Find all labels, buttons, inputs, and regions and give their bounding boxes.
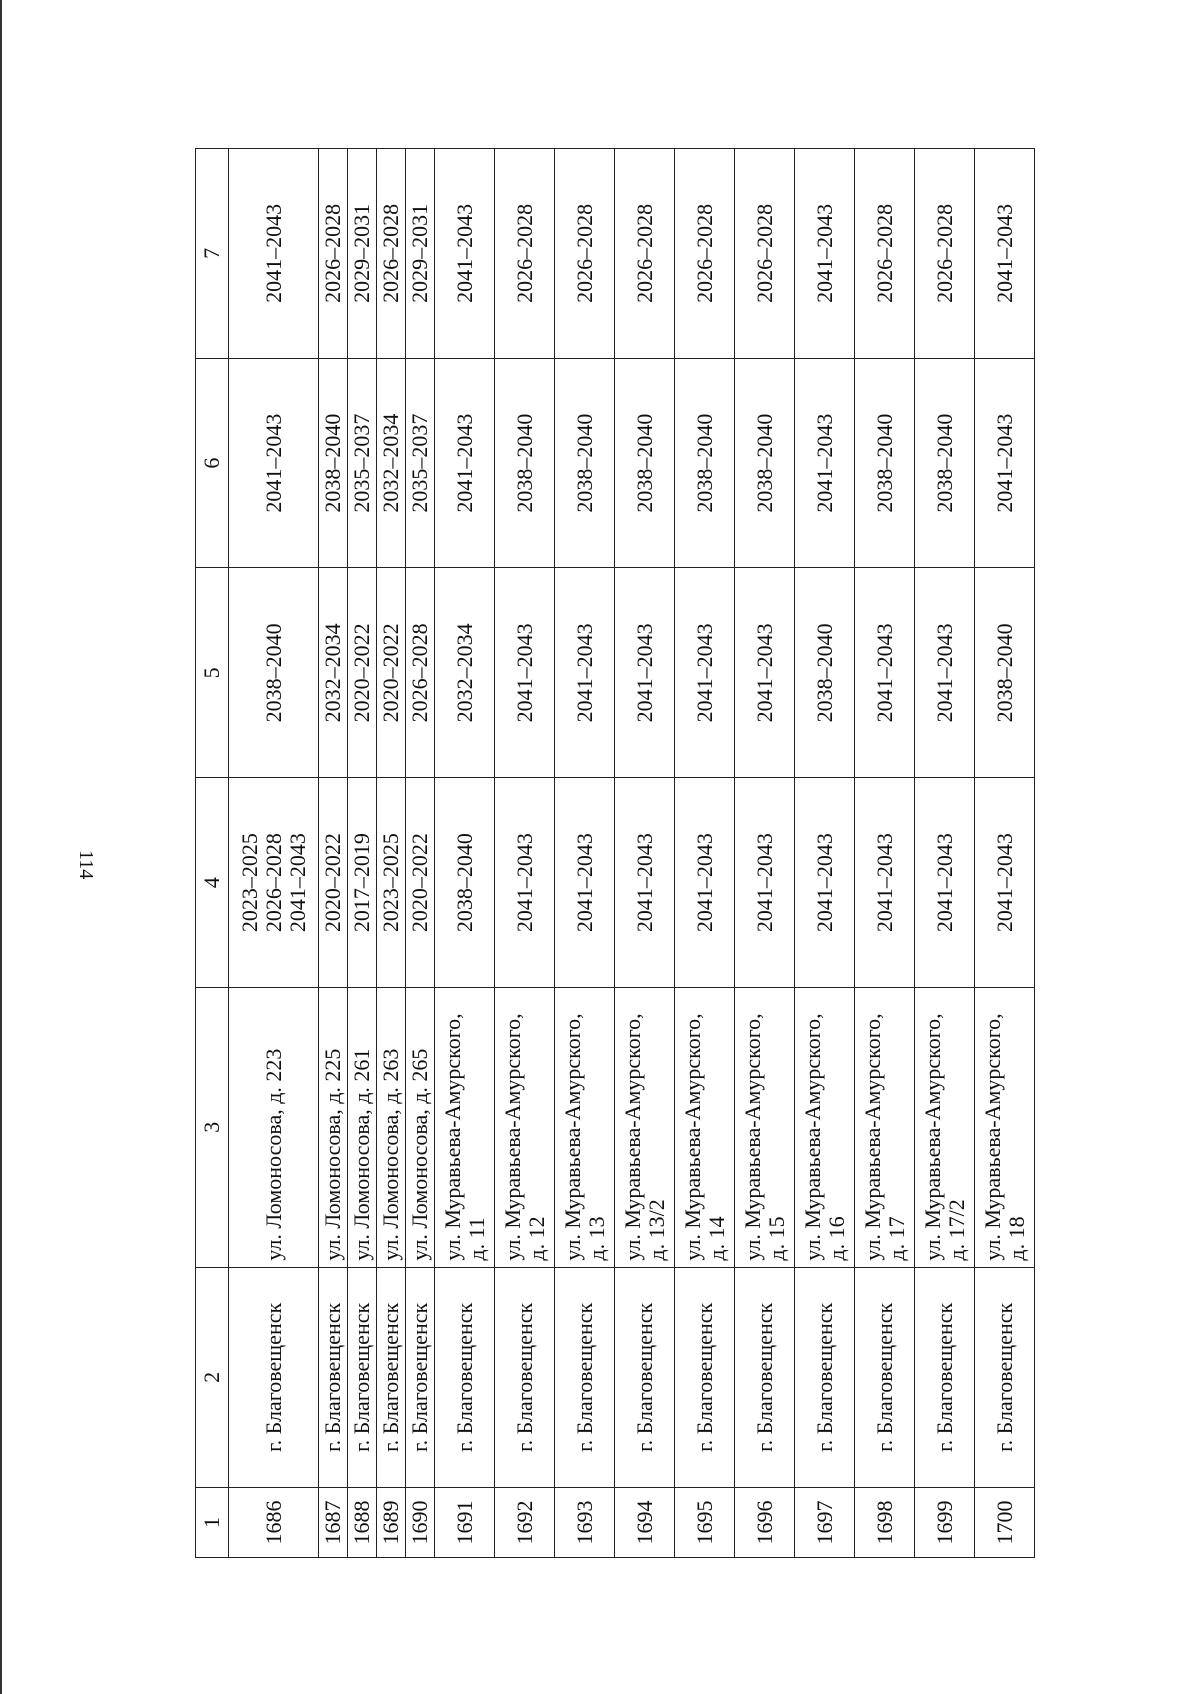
period-col-7: 2026–2028 [377,149,406,359]
city: г. Благовещенск [348,1267,377,1487]
address: ул. Муравьева-Амурского, д. 16 [795,987,855,1267]
table-row [229,149,319,1558]
row-number: 1695 [675,1488,735,1558]
period-line: 2041–2043 [284,833,310,933]
row-number: 1690 [406,1488,435,1558]
page-number: 114 [75,850,97,880]
period-col-4: 2038–2040 [435,778,495,988]
row-number: 1693 [555,1488,615,1558]
period-col-5: 2041–2043 [495,568,555,778]
row-number: 1698 [855,1488,915,1558]
period-col-6: 2038–2040 [495,358,555,568]
period-col-5: 2041–2043 [855,568,915,778]
city: г. Благовещенск [795,1267,855,1487]
city: г. Благовещенск [319,1267,348,1487]
address: ул. Муравьева-Амурского, д. 13/2 [615,987,675,1267]
period-col-6: 2041–2043 [229,358,319,568]
table-row [495,149,555,1558]
period-col-6: 2035–2037 [348,358,377,568]
period-col-5: 2032–2034 [319,568,348,778]
period-col-7: 2026–2028 [555,149,615,359]
period-col-5: 2041–2043 [675,568,735,778]
period-col-5: 2041–2043 [615,568,675,778]
city: г. Благовещенск [495,1267,555,1487]
row-number: 1697 [795,1488,855,1558]
period-col-6: 2038–2040 [319,358,348,568]
period-col-7: 2026–2028 [855,149,915,359]
table-row [795,149,855,1558]
city: г. Благовещенск [855,1267,915,1487]
address: ул. Муравьева-Амурского, д. 17 [855,987,915,1267]
row-number: 1699 [915,1488,975,1558]
period-col-4: 2041–2043 [495,778,555,988]
period-col-4: 2041–2043 [855,778,915,988]
period-col-4 [229,778,319,988]
period-col-5: 2038–2040 [795,568,855,778]
period-line: 2026–2028 [260,833,286,933]
table-row [675,149,735,1558]
period-col-7: 2041–2043 [435,149,495,359]
column-header: 5 [196,568,229,778]
table-row [348,149,377,1558]
table-row [406,149,435,1558]
period-col-5: 2041–2043 [915,568,975,778]
row-number: 1688 [348,1488,377,1558]
table-row [555,149,615,1558]
period-col-7: 2041–2043 [229,149,319,359]
address: ул. Ломоносова, д. 223 [229,987,319,1267]
period-col-4: 2017–2019 [348,778,377,988]
table-row [975,149,1035,1558]
period-col-7: 2026–2028 [319,149,348,359]
period-col-6: 2038–2040 [735,358,795,568]
address: ул. Муравьева-Амурского, д. 18 [975,987,1035,1267]
address: ул. Муравьева-Амурского, д. 13 [555,987,615,1267]
period-col-4: 2041–2043 [615,778,675,988]
housing-repair-schedule-table [195,148,1035,1558]
address: ул. Ломоносова, д. 263 [377,987,406,1267]
period-col-7: 2026–2028 [675,149,735,359]
address: ул. Ломоносова, д. 225 [319,987,348,1267]
period-col-7: 2029–2031 [348,149,377,359]
period-col-5: 2032–2034 [435,568,495,778]
city: г. Благовещенск [377,1267,406,1487]
period-col-6: 2041–2043 [435,358,495,568]
city: г. Благовещенск [435,1267,495,1487]
period-col-6: 2032–2034 [377,358,406,568]
column-header: 4 [196,778,229,988]
period-col-4: 2041–2043 [555,778,615,988]
period-col-5: 2026–2028 [406,568,435,778]
table-row [377,149,406,1558]
period-col-5: 2038–2040 [975,568,1035,778]
column-number-header-row [196,149,229,1558]
period-col-5: 2020–2022 [348,568,377,778]
city: г. Благовещенск [555,1267,615,1487]
address: ул. Ломоносова, д. 265 [406,987,435,1267]
period-col-4: 2020–2022 [406,778,435,988]
period-col-6: 2038–2040 [615,358,675,568]
period-col-5: 2020–2022 [377,568,406,778]
column-header: 3 [196,987,229,1267]
column-header: 2 [196,1267,229,1487]
city: г. Благовещенск [735,1267,795,1487]
table-row [319,149,348,1558]
city: г. Благовещенск [675,1267,735,1487]
period-col-7: 2026–2028 [495,149,555,359]
address: ул. Муравьева-Амурского, д. 14 [675,987,735,1267]
table-row [735,149,795,1558]
period-col-4: 2041–2043 [735,778,795,988]
row-number: 1687 [319,1488,348,1558]
table-row [855,149,915,1558]
period-col-4: 2041–2043 [915,778,975,988]
period-line: 2023–2025 [236,833,262,933]
column-header: 1 [196,1488,229,1558]
table-row [615,149,675,1558]
row-number: 1691 [435,1488,495,1558]
period-col-5: 2041–2043 [555,568,615,778]
table-row [915,149,975,1558]
column-header: 6 [196,358,229,568]
period-col-4: 2041–2043 [975,778,1035,988]
address: ул. Муравьева-Амурского, д. 15 [735,987,795,1267]
row-number: 1700 [975,1488,1035,1558]
period-col-6: 2038–2040 [675,358,735,568]
row-number: 1689 [377,1488,406,1558]
column-header: 7 [196,149,229,359]
city: г. Благовещенск [406,1267,435,1487]
period-col-7: 2041–2043 [795,149,855,359]
period-col-6: 2041–2043 [975,358,1035,568]
period-col-6: 2038–2040 [555,358,615,568]
address: ул. Муравьева-Амурского, д. 17/2 [915,987,975,1267]
period-col-6: 2038–2040 [915,358,975,568]
period-col-5: 2038–2040 [229,568,319,778]
row-number: 1696 [735,1488,795,1558]
period-col-7: 2041–2043 [975,149,1035,359]
address: ул. Муравьева-Амурского, д. 11 [435,987,495,1267]
city: г. Благовещенск [975,1267,1035,1487]
row-number: 1686 [229,1488,319,1558]
city: г. Благовещенск [615,1267,675,1487]
row-number: 1692 [495,1488,555,1558]
period-col-4: 2020–2022 [319,778,348,988]
address: ул. Муравьева-Амурского, д. 12 [495,987,555,1267]
period-col-4: 2041–2043 [675,778,735,988]
period-col-4: 2023–2025 [377,778,406,988]
city: г. Благовещенск [229,1267,319,1487]
row-number: 1694 [615,1488,675,1558]
period-col-5: 2041–2043 [735,568,795,778]
city: г. Благовещенск [915,1267,975,1487]
period-col-7: 2026–2028 [615,149,675,359]
period-col-4: 2041–2043 [795,778,855,988]
period-col-7: 2029–2031 [406,149,435,359]
period-col-7: 2026–2028 [915,149,975,359]
period-col-6: 2041–2043 [795,358,855,568]
period-col-6: 2038–2040 [855,358,915,568]
table-row [435,149,495,1558]
period-col-6: 2035–2037 [406,358,435,568]
rotated-page-content [0,148,1160,1558]
address: ул. Ломоносова, д. 261 [348,987,377,1267]
period-col-7: 2026–2028 [735,149,795,359]
